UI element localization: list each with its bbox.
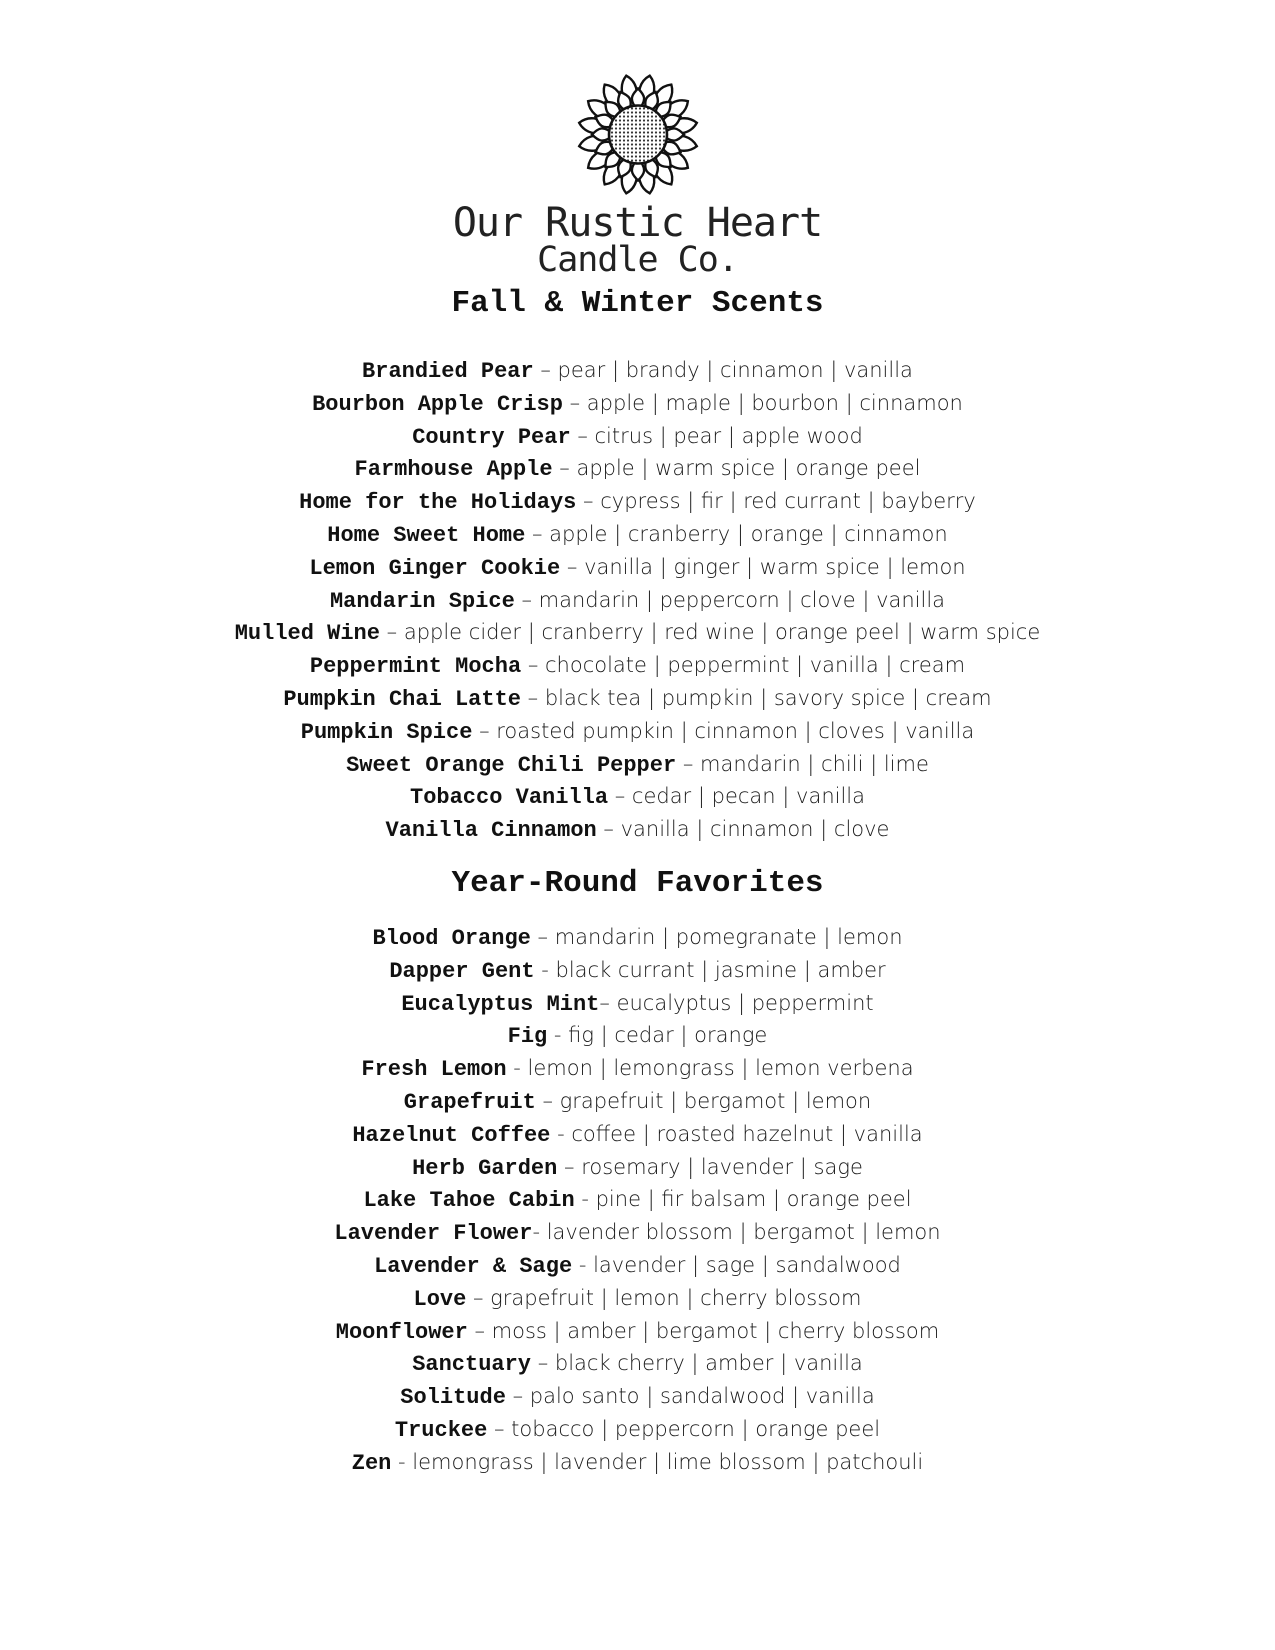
list-item (0, 715, 1275, 748)
scent-notes: – black cherry | amber | vanilla (531, 1351, 863, 1376)
list-item (0, 1347, 1275, 1380)
scent-notes: – grapefruit | bergamot | lemon (535, 1088, 872, 1113)
scent-name: Herb Garden (412, 1155, 558, 1181)
list-item (0, 485, 1275, 518)
scent-notes: – rosemary | lavender | sage (557, 1154, 863, 1179)
list-item (0, 1413, 1275, 1446)
scent-name: Home for the Holidays (299, 490, 577, 516)
scent-name: Dapper Gent (389, 958, 535, 984)
scent-name: Pumpkin Spice (300, 719, 473, 745)
scent-name: Blood Orange (372, 926, 531, 951)
brand-name: Our Rustic Heart (452, 200, 823, 246)
list-item (0, 1019, 1275, 1052)
scent-name: Love (413, 1286, 467, 1312)
scent-name: Mulled Wine (234, 621, 380, 647)
list-item (0, 518, 1275, 551)
scent-name: Lake Tahoe Cabin (363, 1188, 575, 1214)
list-item (0, 452, 1275, 485)
list-item (0, 954, 1275, 987)
list-item (0, 1151, 1275, 1184)
scent-notes: – tobacco | peppercorn | orange peel (487, 1416, 881, 1441)
list-item (0, 420, 1275, 453)
scent-name: Peppermint Mocha (309, 654, 522, 680)
scent-notes: – mandarin | chili | lime (676, 751, 929, 776)
list-item (0, 682, 1275, 715)
list-item (0, 1446, 1275, 1479)
list-item (0, 1085, 1275, 1118)
scent-notes: – mandarin | peppercorn | clove | vanilla (514, 587, 946, 612)
list-item (0, 1380, 1275, 1413)
scent-name: Hazelnut Coffee (352, 1122, 551, 1148)
scent-notes: – vanilla | ginger | warm spice | lemon (560, 554, 966, 579)
scent-name: Truckee (394, 1417, 488, 1443)
brand-subtitle: Candle Co. (537, 240, 738, 280)
scent-notes: – citrus | pear | apple wood (570, 423, 863, 448)
scent-name: Pumpkin Chai Latte (283, 686, 521, 712)
brand-logo (0, 72, 1275, 197)
list-item (0, 584, 1275, 617)
scent-notes: – vanilla | cinnamon | clove (596, 817, 890, 842)
scent-notes: – roasted pumpkin | cinnamon | cloves | vanilla (472, 718, 975, 743)
scent-notes: – apple cider | cranberry | red wine | orange peel | warm spice (379, 620, 1041, 645)
scent-notes: - lemon | lemongrass | lemon verbena (506, 1056, 914, 1081)
section-title-year-round: Year-Round Favorites (451, 866, 824, 901)
scent-name: Eucalyptus Mint (401, 991, 600, 1017)
scent-name: Moonflower (335, 1319, 468, 1345)
scent-name: Solitude (400, 1385, 506, 1411)
list-item (0, 1249, 1275, 1282)
scent-name: Lemon Ginger Cookie (309, 555, 561, 581)
scent-notes: – black tea | pumpkin | savory spice | cream (520, 685, 992, 710)
scent-notes: – apple | warm spice | orange peel (552, 456, 921, 481)
list-item (0, 1052, 1275, 1085)
list-item (0, 921, 1275, 954)
sunflower-icon (573, 72, 703, 197)
scent-notes: – apple | cranberry | orange | cinnamon (525, 521, 948, 546)
list-item (0, 354, 1275, 387)
scent-name: Bourbon Apple Crisp (312, 391, 563, 417)
scent-notes: - coffee | roasted hazelnut | vanilla (550, 1121, 923, 1146)
scent-notes: – mandarin | pomegranate | lemon (530, 925, 903, 949)
scent-name: Zen (351, 1450, 392, 1476)
list-item (0, 387, 1275, 420)
list-item (0, 551, 1275, 584)
scent-notes: - lavender blossom | bergamot | lemon (532, 1220, 941, 1245)
scent-name: Fig (507, 1024, 548, 1050)
scent-name: Farmhouse Apple (354, 457, 553, 483)
scent-notes: - lavender | sage | sandalwood (572, 1252, 901, 1277)
scent-notes: – palo santo | sandalwood | vanilla (505, 1384, 875, 1409)
list-item (0, 987, 1275, 1020)
year-round-scent-list (0, 921, 1275, 1479)
list-item (0, 1118, 1275, 1151)
section-title-fall-winter: Fall & Winter Scents (451, 286, 824, 321)
scent-notes: - fig | cedar | orange (547, 1023, 768, 1048)
scent-notes: – cypress | fir | red currant | bayberry (576, 489, 976, 514)
scent-notes: – eucalyptus | peppermint (599, 990, 874, 1015)
scent-notes: – cedar | pecan | vanilla (608, 784, 865, 809)
scent-name: Brandied Pear (362, 359, 534, 384)
scent-name: Sweet Orange Chili Pepper (346, 752, 677, 778)
fall-winter-scent-list (0, 354, 1275, 846)
scent-notes: – grapefruit | lemon | cherry blossom (466, 1285, 862, 1310)
scent-notes: – moss | amber | bergamot | cherry blossom (467, 1318, 940, 1343)
list-item (0, 649, 1275, 682)
scent-name: Country Pear (412, 424, 571, 450)
scent-name: Fresh Lemon (361, 1057, 507, 1083)
list-item (0, 1315, 1275, 1348)
list-item (0, 616, 1275, 649)
scent-name: Grapefruit (403, 1089, 536, 1115)
scent-notes: - pine | fir balsam | orange peel (574, 1187, 912, 1212)
list-item (0, 1216, 1275, 1249)
scent-name: Vanilla Cinnamon (385, 818, 597, 844)
list-item (0, 1183, 1275, 1216)
scent-notes: - lemongrass | lavender | lime blossom | patchouli (391, 1449, 924, 1474)
scent-name: Home Sweet Home (327, 522, 526, 548)
scent-name: Lavender & Sage (374, 1253, 573, 1279)
scent-notes: – apple | maple | bourbon | cinnamon (562, 390, 963, 415)
scent-name: Sanctuary (412, 1352, 532, 1378)
list-item (0, 813, 1275, 846)
scent-notes: - black currant | jasmine | amber (534, 957, 886, 982)
list-item (0, 1282, 1275, 1315)
scent-notes: – chocolate | peppermint | vanilla | cream (521, 653, 966, 678)
list-item (0, 780, 1275, 813)
scent-name: Mandarin Spice (329, 588, 515, 614)
scent-name: Lavender Flower (334, 1221, 533, 1247)
scent-notes: – pear | brandy | cinnamon | vanilla (533, 358, 913, 382)
list-item (0, 748, 1275, 781)
scent-name: Tobacco Vanilla (410, 785, 609, 811)
